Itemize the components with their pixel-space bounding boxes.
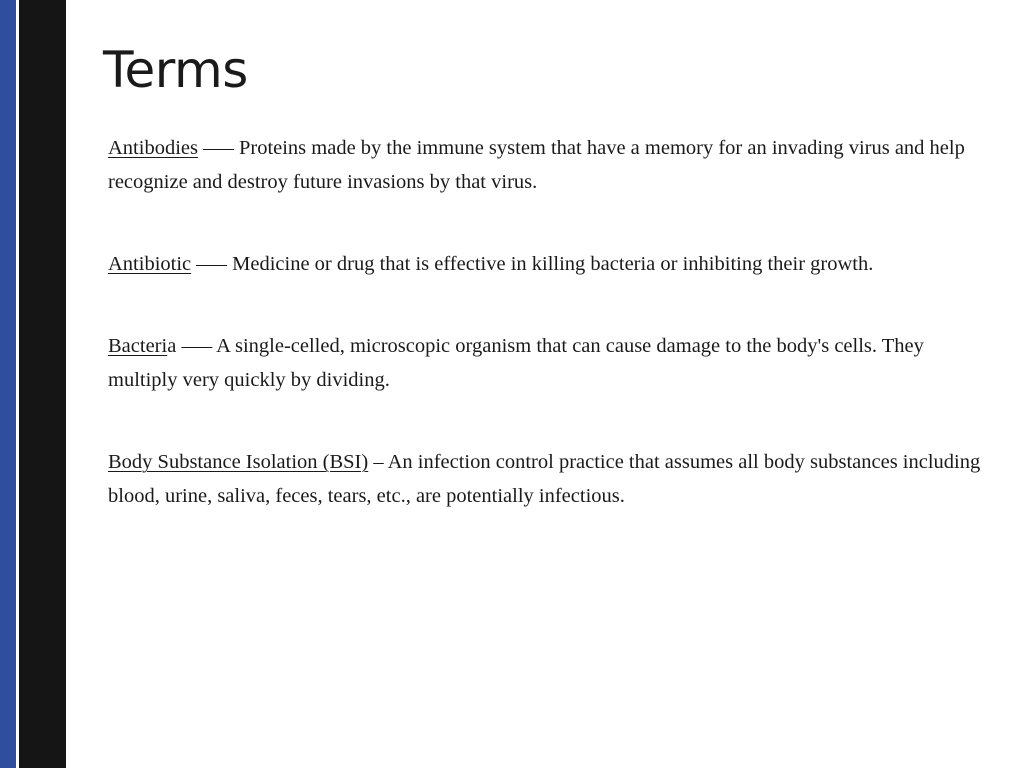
term-definition-antibiotic: —– Medicine or drug that is effective in killing bacteria or inhibiting their growth. — [191, 253, 874, 275]
left-accent-bar-black — [19, 0, 66, 768]
slide-title: Terms — [103, 41, 248, 99]
term-suffix-bacteria: a — [167, 335, 177, 357]
term-definition-antibodies: —– Proteins made by the immune system that have a memory for an invading virus and help recognize and destroy future invasions by that virus. — [108, 137, 965, 193]
term-definition-bacteria: —– A single-celled, microscopic organism that can cause damage to the body's cells. They multiply very quickly by dividing. — [108, 335, 924, 391]
term-antibodies — [108, 131, 988, 199]
term-antibiotic — [108, 247, 988, 281]
term-bsi — [108, 445, 988, 513]
term-word-bacteria: Bacteri — [108, 335, 168, 357]
term-definition-bsi: – An infection control practice that assumes all body substances including blood, urine, saliva, feces, tears, etc., are potentially infectious. — [108, 451, 981, 507]
terms-list — [108, 131, 988, 561]
term-word-bsi: Body Substance Isolation (BSI) — [108, 451, 369, 473]
left-accent-bar-blue — [0, 0, 16, 768]
term-bacteria — [108, 329, 988, 397]
term-word-antibiotic: Antibiotic — [108, 253, 192, 275]
term-word-antibodies: Antibodies — [108, 137, 198, 159]
